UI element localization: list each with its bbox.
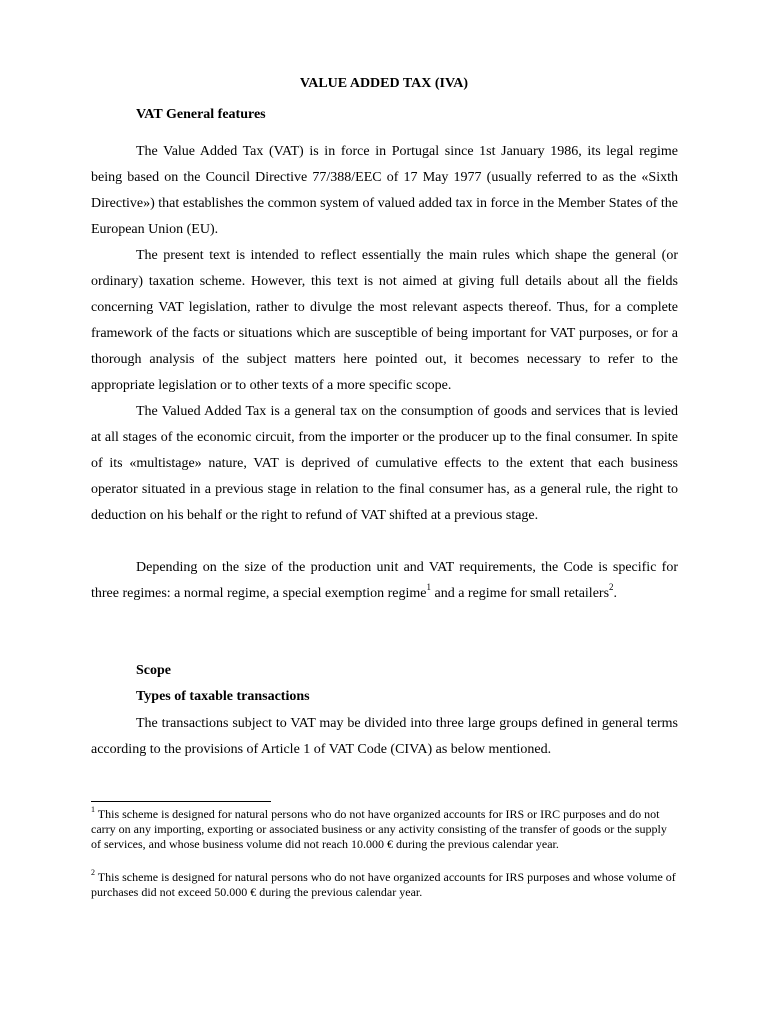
footnote-1-text: This scheme is designed for natural persons who do not have organized accounts for IRS or IRC purposes and do not carry on any importing, exporting or associated business or any activity consisting of the transfer of goods or the supply of services, and whose business volume did not reach 10.000 € during the previous calendar year. — [91, 807, 667, 851]
paragraph-vat-in-force: The Value Added Tax (VAT) is in force in Portugal since 1st January 1986, its legal regime being based on the Council Directive 77/388/EEC of 17 May 1977 (usually referred to as the «Sixth Directive») that establishes the common system of valued added tax in force in the Member States of the European Union (EU). — [91, 144, 678, 237]
footnote-2 — [91, 870, 678, 900]
document-title: VALUE ADDED TAX (IVA) — [299, 76, 469, 91]
paragraph-present-text: The present text is intended to reflect essentially the main rules which shape the general (or ordinary) taxation scheme. However, this text is not aimed at giving full details about all the fields concerning VAT legislation, rather to divulge the most relevant aspects thereof. Thus, for a complete framework of the facts or situations which are susceptible of being important for VAT purposes, or for a thorough analysis of the subject matters here pointed out, it becomes necessary to refer to the appropriate legislation or to other texts of a more specific scope. — [91, 248, 678, 393]
footnote-separator — [91, 801, 271, 802]
section-heading-scope: Scope — [136, 663, 171, 678]
footnote-reference-1[interactable]: 1 — [426, 582, 431, 593]
footnote-2-text: This scheme is designed for natural persons who do not have organized accounts for IRS purposes and whose volume of purchases did not exceed 50.000 € during the previous calendar year. — [91, 870, 676, 899]
footnote-1 — [91, 807, 678, 852]
section-heading-general-features: VAT General features — [136, 107, 266, 122]
regimes-text-part1: Depending on the size of the production unit and VAT requirements, the Code is specific for three regimes: a normal regime, a special exemption regime — [91, 560, 678, 601]
footnote-1-mark: 1 — [91, 805, 95, 814]
paragraph-general-tax: The Valued Added Tax is a general tax on the consumption of goods and services that is levied at all stages of the economic circuit, from the importer or the producer up to the final consumer. In spite of its «multistage» nature, VAT is deprived of cumulative effects to the extent that each business operator situated in a previous stage in relation to the final consumer has, as a general rule, the right to deduction on his behalf or the right to refund of VAT shifted at a previous stage. — [91, 404, 678, 523]
footnote-2-mark: 2 — [91, 868, 95, 877]
footnote-reference-2[interactable]: 2 — [609, 582, 614, 593]
paragraph-transactions-groups: The transactions subject to VAT may be divided into three large groups defined in general terms according to the provisions of Article 1 of VAT Code (CIVA) as below mentioned. — [91, 716, 678, 757]
paragraph-regimes — [91, 555, 678, 607]
regimes-text-part2: and a regime for small retailers — [430, 586, 610, 601]
section-heading-types-of-taxable-transactions: Types of taxable transactions — [136, 689, 310, 704]
regimes-text-part3: . — [613, 586, 618, 601]
